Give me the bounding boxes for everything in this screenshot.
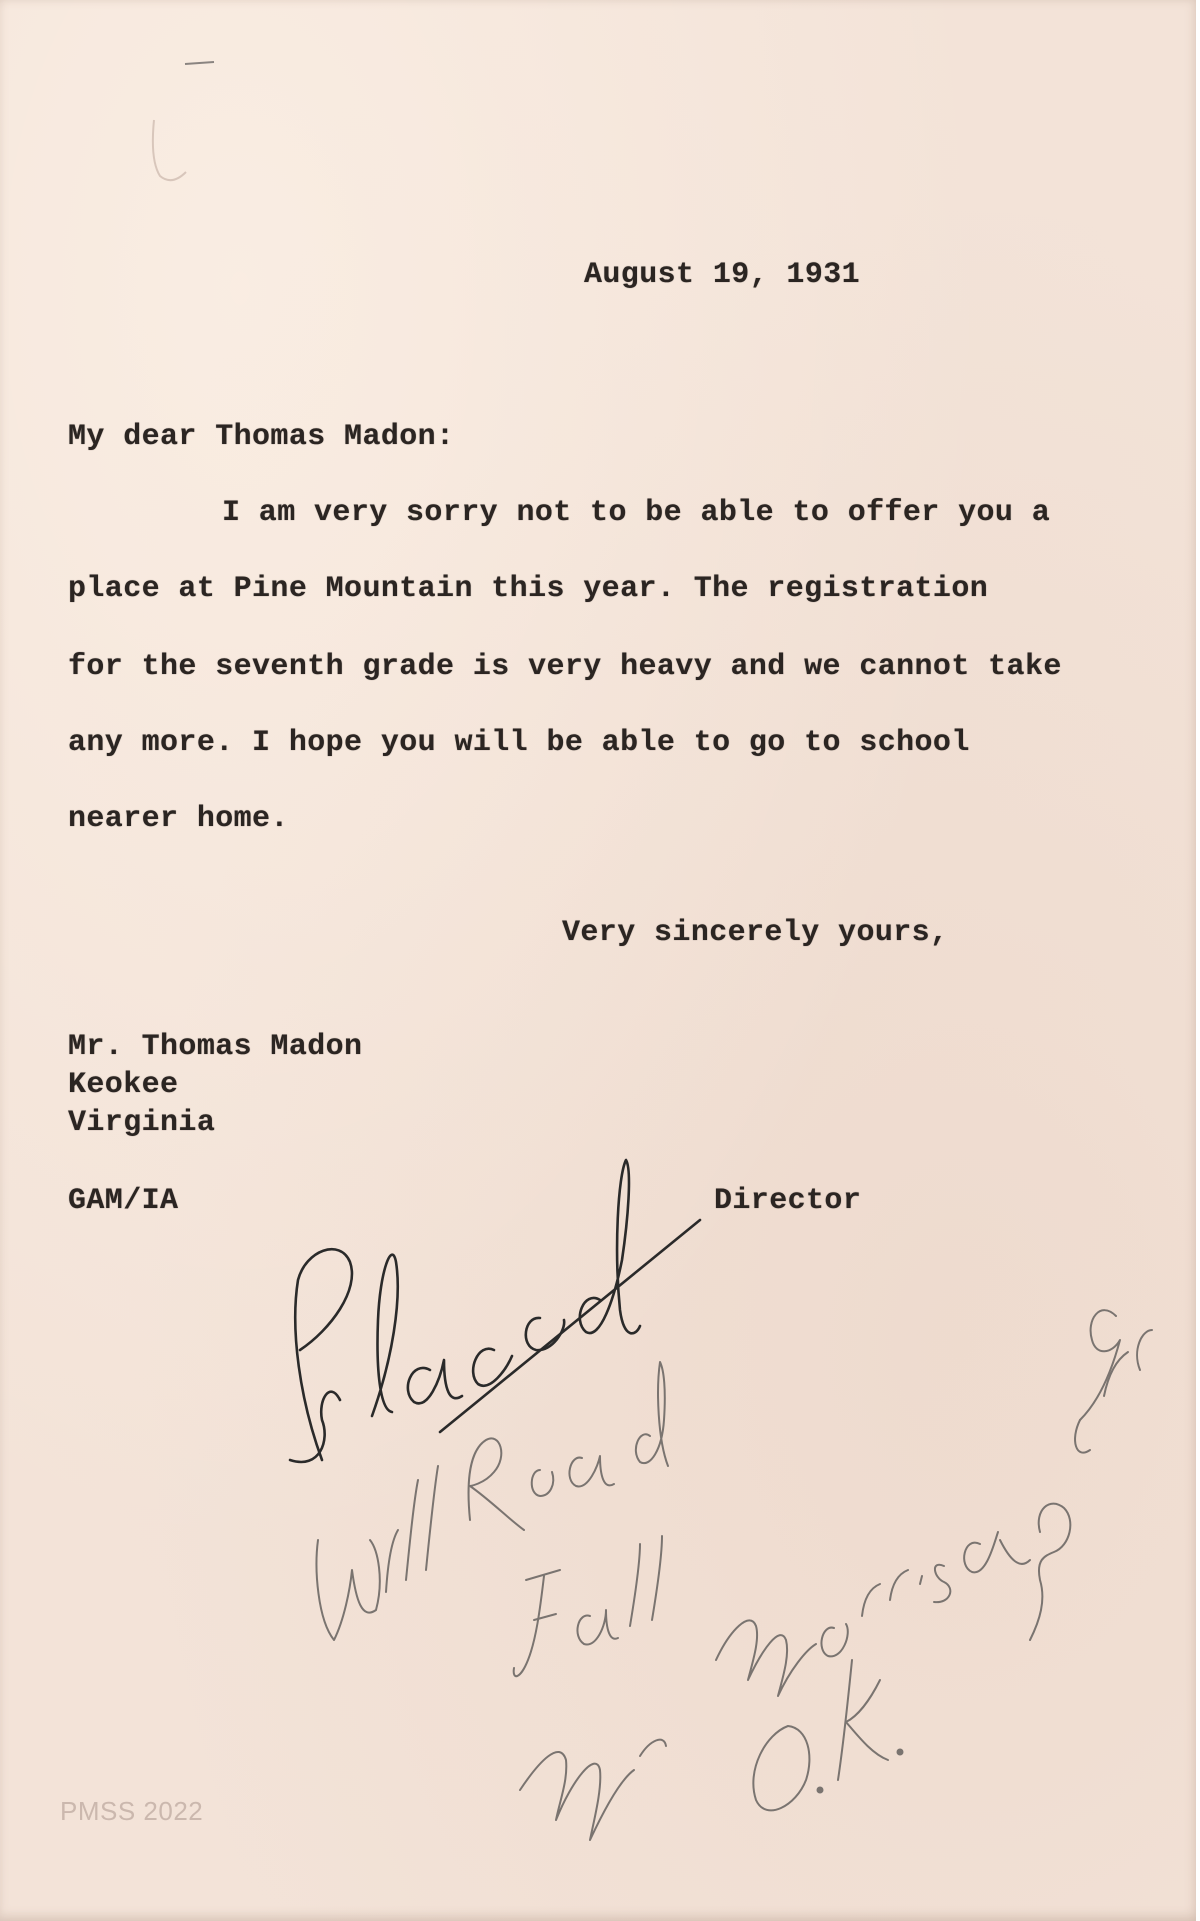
typist-initials: GAM/IA: [68, 1184, 179, 1218]
signature-title: Director: [714, 1184, 862, 1218]
address-line: Mr. Thomas Madon: [68, 1030, 363, 1064]
scan-edge: [1196, 0, 1200, 1921]
pmss-watermark: PMSS 2022: [60, 1796, 204, 1826]
body-line: for the seventh grade is very heavy and we cannot take: [68, 650, 1062, 684]
body-line: place at Pine Mountain this year. The registration: [68, 572, 989, 606]
body-line: any more. I hope you will be able to go to school: [68, 726, 970, 760]
body-line: nearer home.: [68, 802, 289, 836]
letter-salutation: My dear Thomas Madon:: [68, 420, 455, 454]
body-line: I am very sorry not to be able to offer you a: [222, 496, 1051, 530]
letter-closing: Very sincerely yours,: [562, 916, 949, 950]
address-line: Virginia: [68, 1106, 216, 1140]
letter-date: August 19, 1931: [584, 258, 861, 292]
address-line: Keokee: [68, 1068, 179, 1102]
